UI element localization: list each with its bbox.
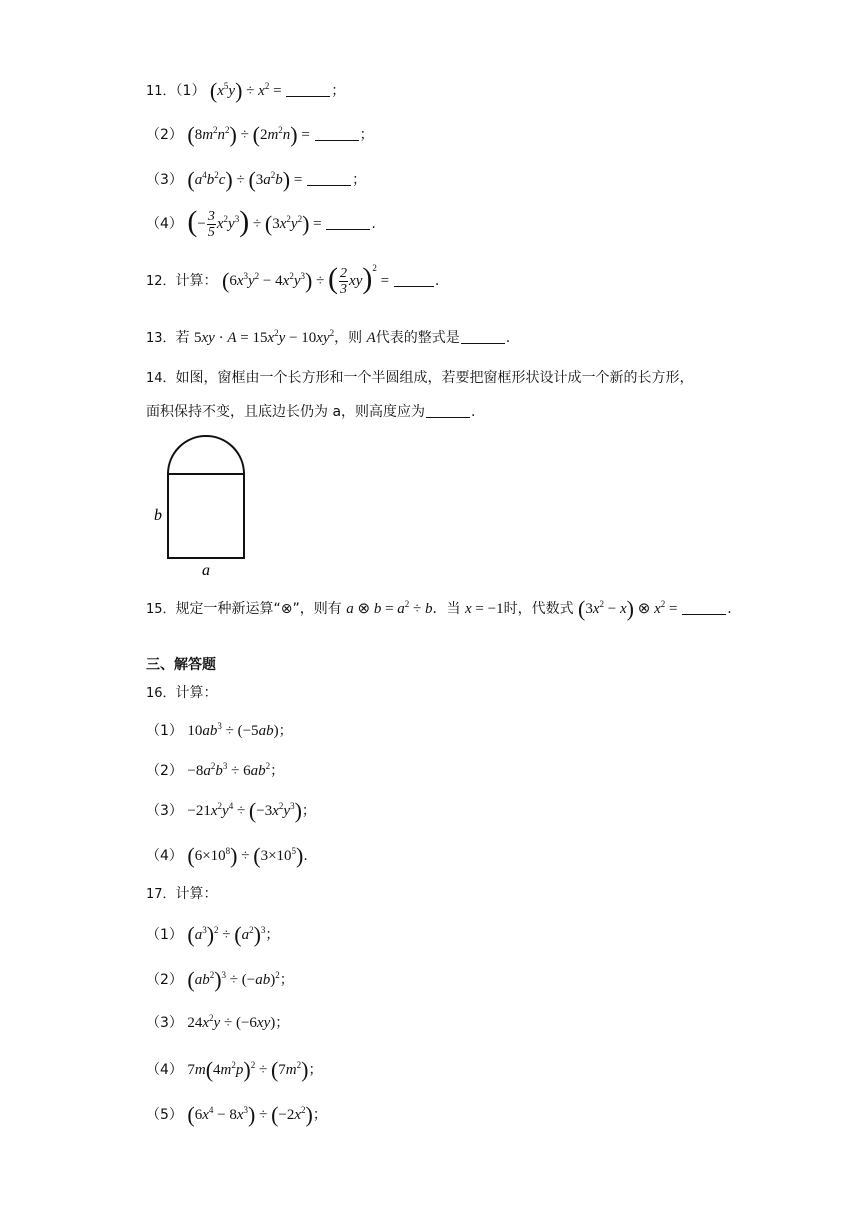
q11-item-1: 11．（1） $(x^5y) \div x^2$ = ； <box>146 78 346 103</box>
q11-label-4: （4） <box>146 216 183 232</box>
q11-item-2: （2） $(8m^2n^2) \div (2m^2n)$ = ； <box>146 122 374 147</box>
answer-blank[interactable] <box>426 405 470 418</box>
q11-item-4: （4） (− $\frac{3}{5}$ $x^2y^3) \div (3x^2y^2)$ = . <box>146 205 376 241</box>
q13-number: 13． <box>146 331 176 346</box>
answer-blank[interactable] <box>315 128 359 141</box>
side-label-b: b <box>154 507 162 524</box>
q17-title: 17．计算： <box>146 886 218 902</box>
q11-item-3: （3） $(a^4b^2c) \div (3a^2b)$ = ； <box>146 167 367 192</box>
q16-item-4: （4） $(6\times 10^8) \div (3\times 10^5)$. <box>146 843 308 868</box>
q17-item-2: （2） $(ab^2)^3 \div (-ab)^2$； <box>146 967 294 992</box>
q17-number: 17． <box>146 887 176 902</box>
q11-expr-1: $(x^5y) \div x^2$ = <box>209 78 286 103</box>
q15-number: 15． <box>146 602 176 617</box>
q17-item-3: （3） $24x^2y \div (-6xy)$； <box>146 1013 290 1031</box>
q11-expr-4: (− $\frac{3}{5}$ $x^2y^3) \div (3x^2y^2)$ = <box>187 205 326 241</box>
section-heading: 三、解答题 <box>146 657 216 673</box>
q16-number: 16． <box>146 686 176 701</box>
q16-item-1: （1） $10ab^3 \div (-5ab)$； <box>146 721 293 739</box>
q11-label-2: （2） <box>146 127 183 143</box>
semicircle-top <box>168 436 244 474</box>
answer-blank[interactable] <box>394 274 434 287</box>
q15: 15．规定一种新运算“⊗”，则有 a ⊗ $b = a^2 \div b$．当 x = −1时，代数式 $(3x^2 - x)$ ⊗ $x^2$ = . <box>146 596 732 621</box>
q17-item-5: （5） $(6x^4 - 8x^3) \div (-2x^2)$； <box>146 1102 327 1127</box>
q16-item-2: $(2) -8a^2b^3 \div 6ab^2$； <box>146 761 285 779</box>
q14-line-1: 14．如图，窗框由一个长方形和一个半圆组成，若要把窗框形状设计成一个新的长方形， <box>146 370 694 386</box>
answer-blank[interactable] <box>326 217 370 230</box>
q11-number: 11． <box>146 84 176 99</box>
q16-title: 16．计算： <box>146 685 218 701</box>
q12-expr: $(6x^3y^2 - 4x^2y^3)$ ÷ ( $\frac{2}{3}$ xy)$^2$ = <box>222 262 393 298</box>
q13-expr: $5xy \cdot A = 15x^2y - 10xy^2$ <box>194 328 335 346</box>
q13: 13．若 $5xy \cdot A = 15x^2y - 10xy^2$，则 A代表的整式是 . <box>146 328 511 346</box>
q11-expr-3: $(a^4b^2c) \div (3a^2b)$ = <box>187 167 307 192</box>
answer-blank[interactable] <box>286 84 330 97</box>
q17-item-4: （4） $7m(4m^2p)^2 \div (7m^2)$； <box>146 1057 323 1082</box>
window-frame-figure <box>150 432 260 580</box>
answer-blank[interactable] <box>307 173 351 186</box>
q16-item-3: $(3) -21x^2y^4 \div (-3x^2y^3)$； <box>146 798 316 823</box>
q11-expr-2: $(8m^2n^2) \div (2m^2n)$ = <box>187 122 314 147</box>
q12-number: 12． <box>146 274 176 289</box>
q11-label-3: （3） <box>146 172 183 188</box>
q14-number: 14． <box>146 371 176 386</box>
answer-blank[interactable] <box>682 602 726 615</box>
q12: 12．计算： $(6x^3y^2 - 4x^2y^3)$ ÷ ( $\frac{2}{3}$ xy)$^2$ = . <box>146 262 440 298</box>
q17-item-1: （1） $(a^3)^2 \div (a^2)^3$； <box>146 922 280 947</box>
q14-line-2: 面积保持不变，且底边长仍为 a，则高度应为 . <box>146 404 476 420</box>
bottom-label-a: a <box>202 562 210 579</box>
answer-blank[interactable] <box>461 331 505 344</box>
rectangle-body <box>168 474 244 558</box>
q11-label-1: （1） <box>175 83 206 99</box>
